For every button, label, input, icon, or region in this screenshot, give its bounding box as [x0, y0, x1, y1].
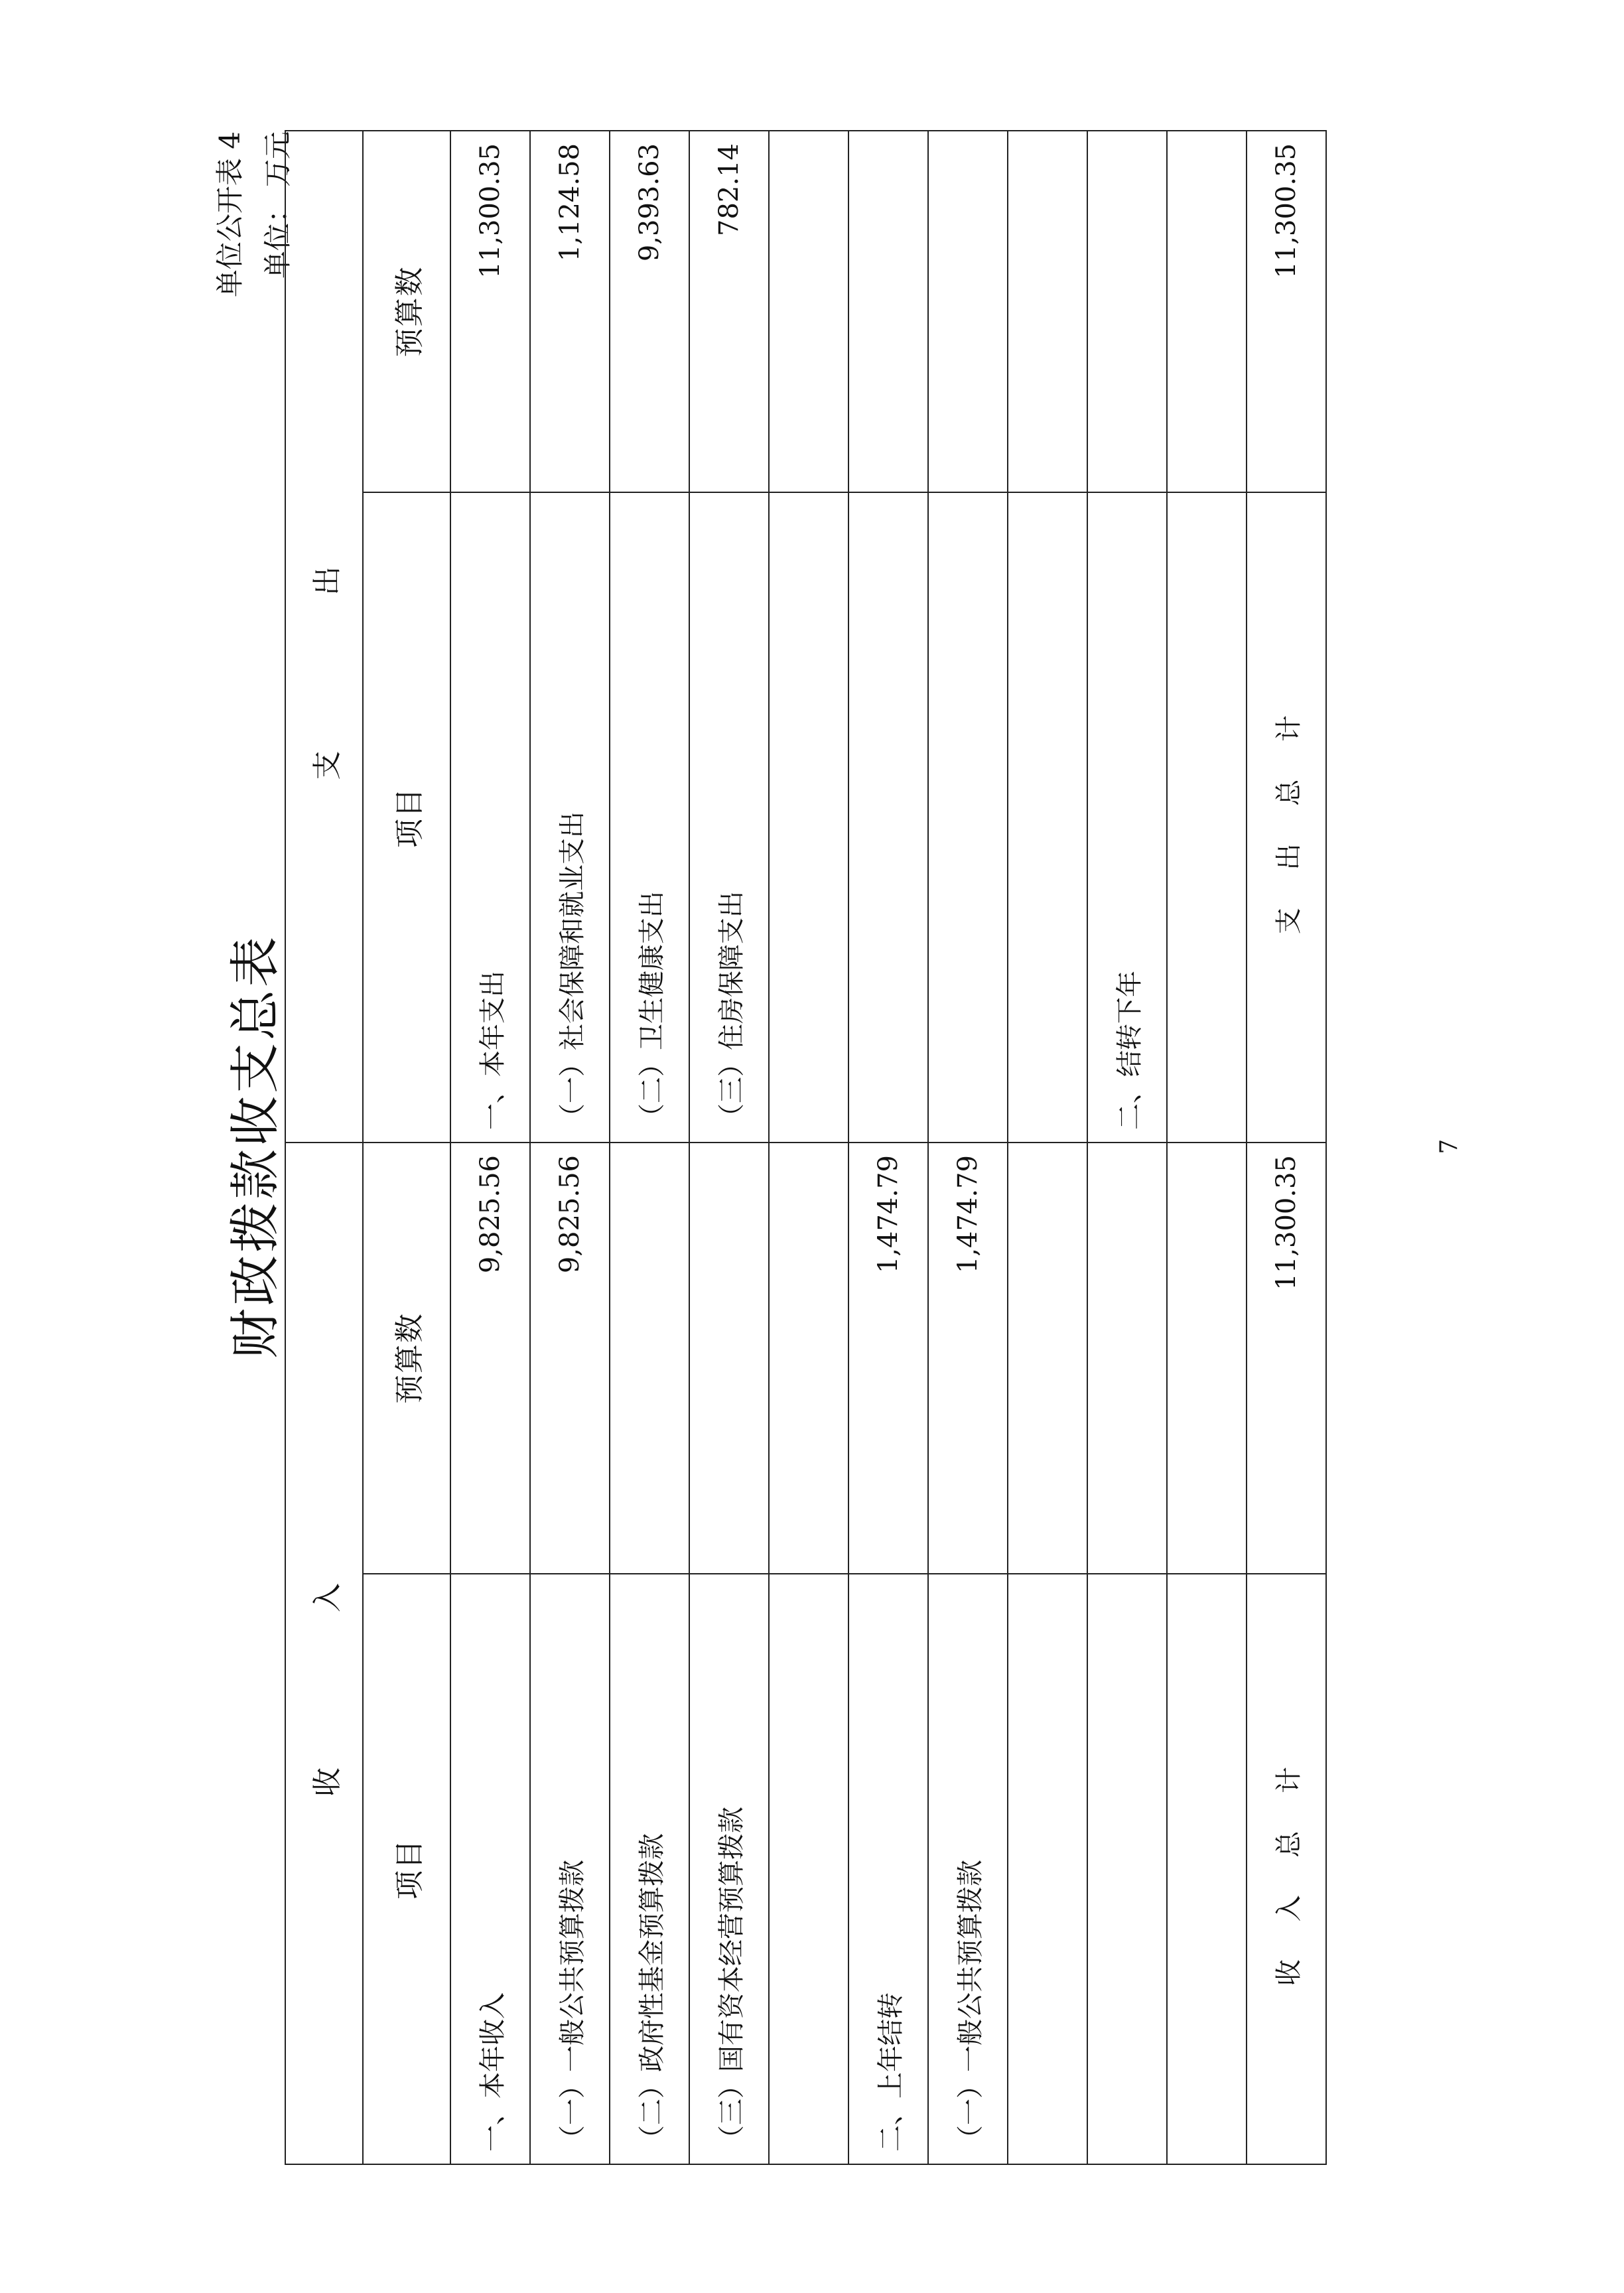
- unit-label: 单位：: [261, 195, 294, 279]
- expense-total-value: 11,300.35: [1247, 131, 1326, 492]
- expense-value-cell: [1167, 131, 1247, 492]
- table-row: [530, 131, 610, 2164]
- income-item-header: 项目: [363, 1574, 450, 2164]
- table-row: [1167, 131, 1247, 2164]
- expense-budget-header: 预算数: [363, 131, 450, 492]
- expense-header: 支 出: [285, 131, 363, 1143]
- income-item-cell: （二）政府性基金预算拨款: [610, 1574, 689, 2164]
- income-total-value: 11,300.35: [1247, 1143, 1326, 1574]
- income-total-label: 收 入 总 计: [1247, 1574, 1326, 2164]
- income-item-cell: （一）一般公共预算拨款: [928, 1574, 1008, 2164]
- expense-item-cell: （二）卫生健康支出: [610, 492, 689, 1143]
- table-row: [928, 131, 1008, 2164]
- table-row: [848, 131, 928, 2164]
- expense-item-cell: [769, 492, 848, 1143]
- income-item-cell: 一、本年收入: [450, 1574, 530, 2164]
- expense-item-cell: 二、结转下年: [1087, 492, 1167, 1143]
- income-item-cell: 二、上年结转: [848, 1574, 928, 2164]
- expense-item-cell: [848, 492, 928, 1143]
- income-item-cell: [1008, 1574, 1087, 2164]
- expense-value-cell: [848, 131, 928, 492]
- table-row: [450, 131, 530, 2164]
- expense-item-cell: [1167, 492, 1247, 1143]
- income-value-cell: [1087, 1143, 1167, 1574]
- expense-value-cell: 1,124.58: [530, 131, 610, 492]
- income-item-cell: （三）国有资本经营预算拨款: [689, 1574, 769, 2164]
- income-value-cell: 9,825.56: [450, 1143, 530, 1574]
- expense-value-cell: 9,393.63: [610, 131, 689, 492]
- income-item-cell: [1087, 1574, 1167, 2164]
- table-row: [1087, 131, 1167, 2164]
- document-page: [82, 85, 1542, 2208]
- form-number: 单位公开表 4: [214, 131, 246, 298]
- expense-total-label: 支 出 总 计: [1247, 492, 1326, 1143]
- income-value-cell: [769, 1143, 848, 1574]
- table-row: [769, 131, 848, 2164]
- income-value-cell: [610, 1143, 689, 1574]
- budget-table: [285, 130, 1327, 2165]
- page-title: 财政拨款收支总表: [226, 934, 285, 1359]
- expense-value-cell: 782.14: [689, 131, 769, 492]
- expense-item-cell: 一、本年支出: [450, 492, 530, 1143]
- expense-item-cell: （一）社会保障和就业支出: [530, 492, 610, 1143]
- income-value-cell: [1167, 1143, 1247, 1574]
- total-row: [1247, 131, 1326, 2164]
- expense-value-cell: [1008, 131, 1087, 492]
- table-row: [689, 131, 769, 2164]
- income-item-cell: [769, 1574, 848, 2164]
- table-row: [610, 131, 689, 2164]
- expense-item-cell: （三）住房保障支出: [689, 492, 769, 1143]
- income-value-cell: 1,474.79: [928, 1143, 1008, 1574]
- expense-item-cell: [1008, 492, 1087, 1143]
- income-value-cell: [689, 1143, 769, 1574]
- income-item-cell: [1167, 1574, 1247, 2164]
- expense-item-header: 项目: [363, 492, 450, 1143]
- expense-item-cell: [928, 492, 1008, 1143]
- expense-value-cell: [1087, 131, 1167, 492]
- income-value-cell: 1,474.79: [848, 1143, 928, 1574]
- page-number: 7: [1436, 1139, 1463, 1154]
- income-value-cell: 9,825.56: [530, 1143, 610, 1574]
- expense-value-cell: 11,300.35: [450, 131, 530, 492]
- income-value-cell: [1008, 1143, 1087, 1574]
- expense-value-cell: [928, 131, 1008, 492]
- table-row: [1008, 131, 1087, 2164]
- unit-value: 万元: [261, 131, 294, 188]
- income-budget-header: 预算数: [363, 1143, 450, 1574]
- expense-value-cell: [769, 131, 848, 492]
- income-header: 收 入: [285, 1143, 363, 2164]
- income-item-cell: （一）一般公共预算拨款: [530, 1574, 610, 2164]
